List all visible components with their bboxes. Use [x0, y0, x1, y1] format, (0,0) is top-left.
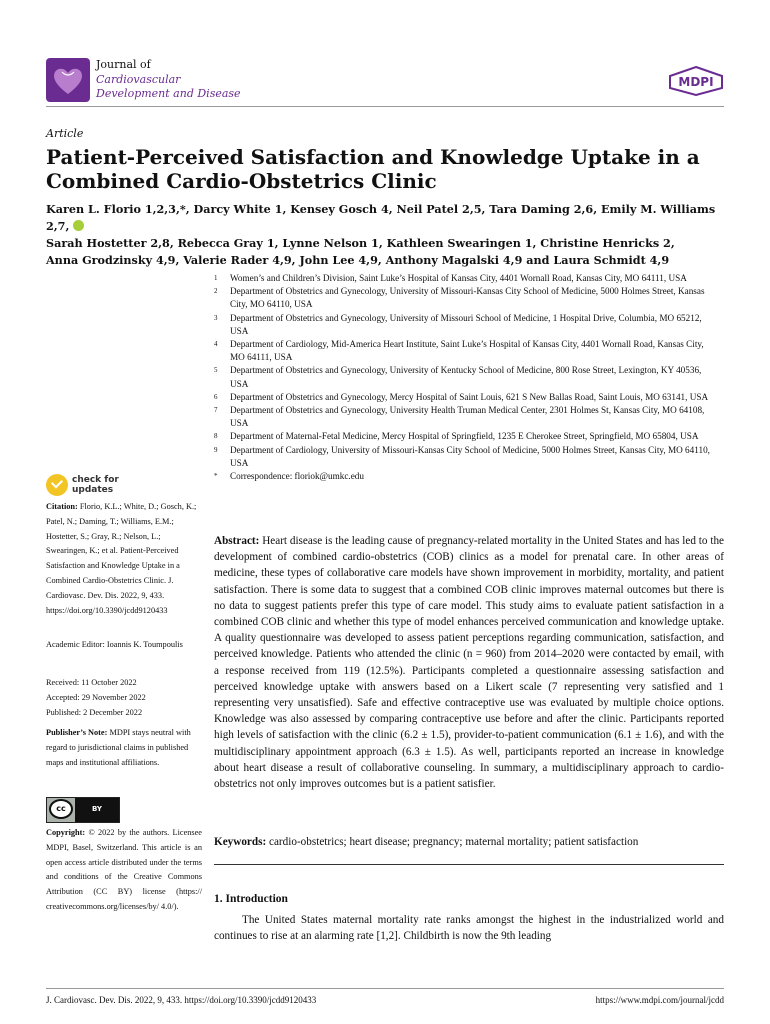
- citation-block: [46, 500, 202, 618]
- affiliation-text: Department of Cardiology, Mid-America Heart Institute, Saint Luke’s Hospital of Kansas City, 4401 Wornall Road, Kansas City, MO 64111, USA: [230, 339, 704, 363]
- publisher-note-label: Publisher’s Note:: [46, 728, 108, 737]
- abstract-label: Abstract:: [214, 535, 260, 547]
- copyright-block: [46, 826, 202, 915]
- authors-line-1-text: Karen L. Florio 1,2,3,*, Darcy White 1, Kensey Gosch 4, Neil Patel 2,5, Tara Daming 2,6, Emily M. Williams 2,7,: [46, 202, 716, 233]
- abstract-text: Heart disease is the leading cause of pregnancy-related mortality in the United States and has led to the development of combined cardio-obstetrics (COB) clinics as a model for prenatal care. In other areas of medicine, these types of collaborative care models have shown improvement in morbidity, mortality, and patient satisfaction. There is some data to suggest that a combined COB clinic improves maternal outcomes but there is no data to suggest patients prefer this type of care model. This study aims to evaluate patient satisfaction in a combined COB clinic and whether this type of model enhances perceived communication and knowledge uptake. A quality questionnaire was developed to assess patient perceptions regarding communication, satisfaction, and perceived knowledge. Patients who attended the clinic (n = 960) from 2014–2020 were contacted by email, with a response received from 119 (12.5%). Participants completed a questionnaire assessing satisfaction and perceived knowledge uptake with answers based on a Likert scale (7 representing very satisfied and 1 representing very unsatisfied). Safe and effective contraceptive use was evaluated by multiple choice options. Knowledge was also assessed by comparing contraceptive use before and after the clinic. Participants reported high levels of satisfaction with the clinic (6.2 ± 1.5), provider-to-patient communication (6.1 ± 1.6), and with the multidisciplinary appointment approach (6.3 ± 1.5). As well, participants reported an increase in knowledge about heart disease a result of collaborative counseling. In summary, a multidisciplinary approach to cardio-obstetrics not only improves outcomes but is a patient satisfier.: [214, 535, 725, 791]
- affiliation-text: Department of Obstetrics and Gynecology, University of Missouri-Kansas City School of Medicine, 5000 Holmes Street, Kansas City, MO 64110, USA: [230, 286, 705, 310]
- affiliation-item: [214, 338, 714, 364]
- copyright-label: Copyright:: [46, 828, 86, 837]
- affiliation-number: 7: [214, 406, 218, 415]
- abstract: [214, 533, 724, 792]
- article-type: Article: [46, 127, 84, 140]
- heart-icon: [46, 58, 90, 102]
- received-date: Received: 11 October 2022: [46, 678, 137, 687]
- check-icon: [46, 474, 68, 496]
- check-label-2: updates: [72, 485, 114, 495]
- footer-citation[interactable]: J. Cardiovasc. Dev. Dis. 2022, 9, 433. https://doi.org/10.3390/jcdd9120433: [46, 995, 317, 1005]
- mdpi-logo-text: MDPI: [678, 75, 714, 89]
- authors-line-2: Sarah Hostetter 2,8, Rebecca Gray 1, Lynne Nelson 1, Kathleen Swearingen 1, Christine Henricks 2,: [46, 236, 675, 250]
- journal-name-line2: Cardiovascular: [96, 72, 181, 86]
- section-heading: 1. Introduction: [214, 893, 288, 905]
- affiliation-text: Department of Obstetrics and Gynecology, University of Kentucky School of Medicine, 800 Rose Street, Lexington, KY 40536, USA: [230, 365, 702, 389]
- affiliation-item: [214, 430, 714, 443]
- affiliation-text: Women’s and Children’s Division, Saint Luke’s Hospital of Kansas City, 4401 Wornall Road, Kansas City, MO 64111, USA: [230, 273, 687, 283]
- intro-paragraph: The United States maternal mortality rate ranks amongst the highest in the industrialized world and continues to rise at an alarming rate [1,2]. Childbirth is now the 9th leading: [214, 914, 724, 943]
- published-date: Published: 2 December 2022: [46, 707, 143, 717]
- affiliation-text: Department of Maternal-Fetal Medicine, Mercy Hospital of Springfield, 1235 E Cherokee Street, Springfield, MO 65804, USA: [230, 431, 699, 442]
- cc-icon: cc: [49, 799, 73, 819]
- dates-block: [46, 676, 202, 720]
- accepted-date: Accepted: 29 November 2022: [46, 692, 146, 702]
- affiliations: [214, 272, 714, 483]
- affiliation-number: 2: [214, 287, 218, 296]
- keywords-text: cardio-obstetrics; heart disease; pregnancy; maternal mortality; patient satisfaction: [269, 836, 639, 848]
- check-label-1: check for: [72, 475, 119, 485]
- affiliation-item: [214, 272, 714, 285]
- journal-name-line3: Development and Disease: [96, 87, 241, 100]
- affiliation-number: 9: [214, 445, 218, 454]
- by-icon: BY: [75, 798, 119, 822]
- author-list: [46, 201, 736, 269]
- affiliation-number: *: [214, 472, 218, 481]
- affiliation-item: [214, 404, 714, 430]
- affiliation-item: [214, 470, 714, 483]
- journal-name: [96, 58, 241, 102]
- copyright-text: © 2022 by the authors. Licensee MDPI, Basel, Switzerland. This article is an open access article distributed under the terms and conditions of the Creative Commons Attribution (CC BY) license (https:// creativecommons.org/licenses/by/ 4.0/).: [46, 828, 202, 911]
- affiliation-item: [214, 312, 714, 338]
- affiliation-text: Department of Obstetrics and Gynecology, University of Missouri School of Medicine, 1 Hospital Drive, Columbia, MO 65212, USA: [230, 312, 702, 336]
- cc-by-license-badge[interactable]: [46, 797, 120, 823]
- publisher-note: [46, 726, 202, 770]
- affiliation-number: 1: [214, 274, 218, 282]
- footer-divider: [46, 988, 724, 989]
- check-for-updates-button[interactable]: [46, 474, 119, 496]
- authors-line-1: [46, 201, 736, 235]
- affiliation-number: 4: [214, 340, 218, 349]
- affiliation-item: [214, 285, 714, 311]
- affiliation-item: [214, 444, 714, 470]
- affiliation-number: 3: [214, 313, 218, 322]
- footer-journal-link[interactable]: https://www.mdpi.com/journal/jcdd: [595, 995, 724, 1005]
- affiliation-item: [214, 391, 714, 404]
- keywords-label: Keywords:: [214, 836, 267, 848]
- authors-line-3: Anna Grodzinsky 4,9, Valerie Rader 4,9, John Lee 4,9, Anthony Magalski 4,9 and Laura Schmidt 4,9: [46, 253, 670, 267]
- header-divider: [46, 106, 724, 107]
- affiliation-number: 8: [214, 432, 218, 441]
- affiliation-text: Department of Obstetrics and Gynecology, University Health Truman Medical Center, 2301 Holmes St, Kansas City, MO 64108, USA: [230, 405, 705, 429]
- journal-name-line1: Journal of: [96, 58, 151, 71]
- article-title: Patient-Perceived Satisfaction and Knowledge Uptake in a Combined Cardio-Obstetrics Clinic: [46, 145, 700, 193]
- mdpi-logo: [668, 66, 724, 100]
- citation-text: Florio, K.L.; White, D.; Gosch, K.; Patel, N.; Daming, T.; Williams, E.M.; Hostetter, S.; Gray, R.; Nelson, L.; Swearingen, K.; et al. Patient-Perceived Satisfaction and Knowledge Uptake in a Combined Cardio-Obstetrics Clinic. J. Cardiovasc. Dev. Dis. 2022, 9, 433. https://doi.org/10.3390/jcdd9120433: [46, 502, 197, 615]
- affiliation-item: [214, 364, 714, 390]
- affiliation-text: Department of Obstetrics and Gynecology, Mercy Hospital of Saint Louis, 621 S New Ballas Road, Saint Louis, MO 63141, USA: [230, 391, 709, 402]
- affiliation-number: 6: [214, 392, 218, 401]
- orcid-icon[interactable]: [73, 220, 84, 231]
- publisher-note-text: MDPI stays neutral with regard to jurisdictional claims in published maps and institutional affiliations.: [46, 728, 191, 767]
- affiliation-number: 5: [214, 366, 218, 375]
- affiliation-text: Department of Cardiology, University of Missouri-Kansas City School of Medicine, 5000 Holmes Street, Kansas City, MO 64110, USA: [230, 444, 710, 468]
- section-divider: [214, 864, 724, 865]
- affiliation-text: Correspondence: floriok@umkc.edu: [230, 471, 364, 482]
- citation-label: Citation:: [46, 502, 78, 511]
- keywords: [214, 834, 724, 850]
- journal-logo: [46, 58, 90, 102]
- academic-editor: Academic Editor: Ioannis K. Toumpoulis: [46, 640, 183, 649]
